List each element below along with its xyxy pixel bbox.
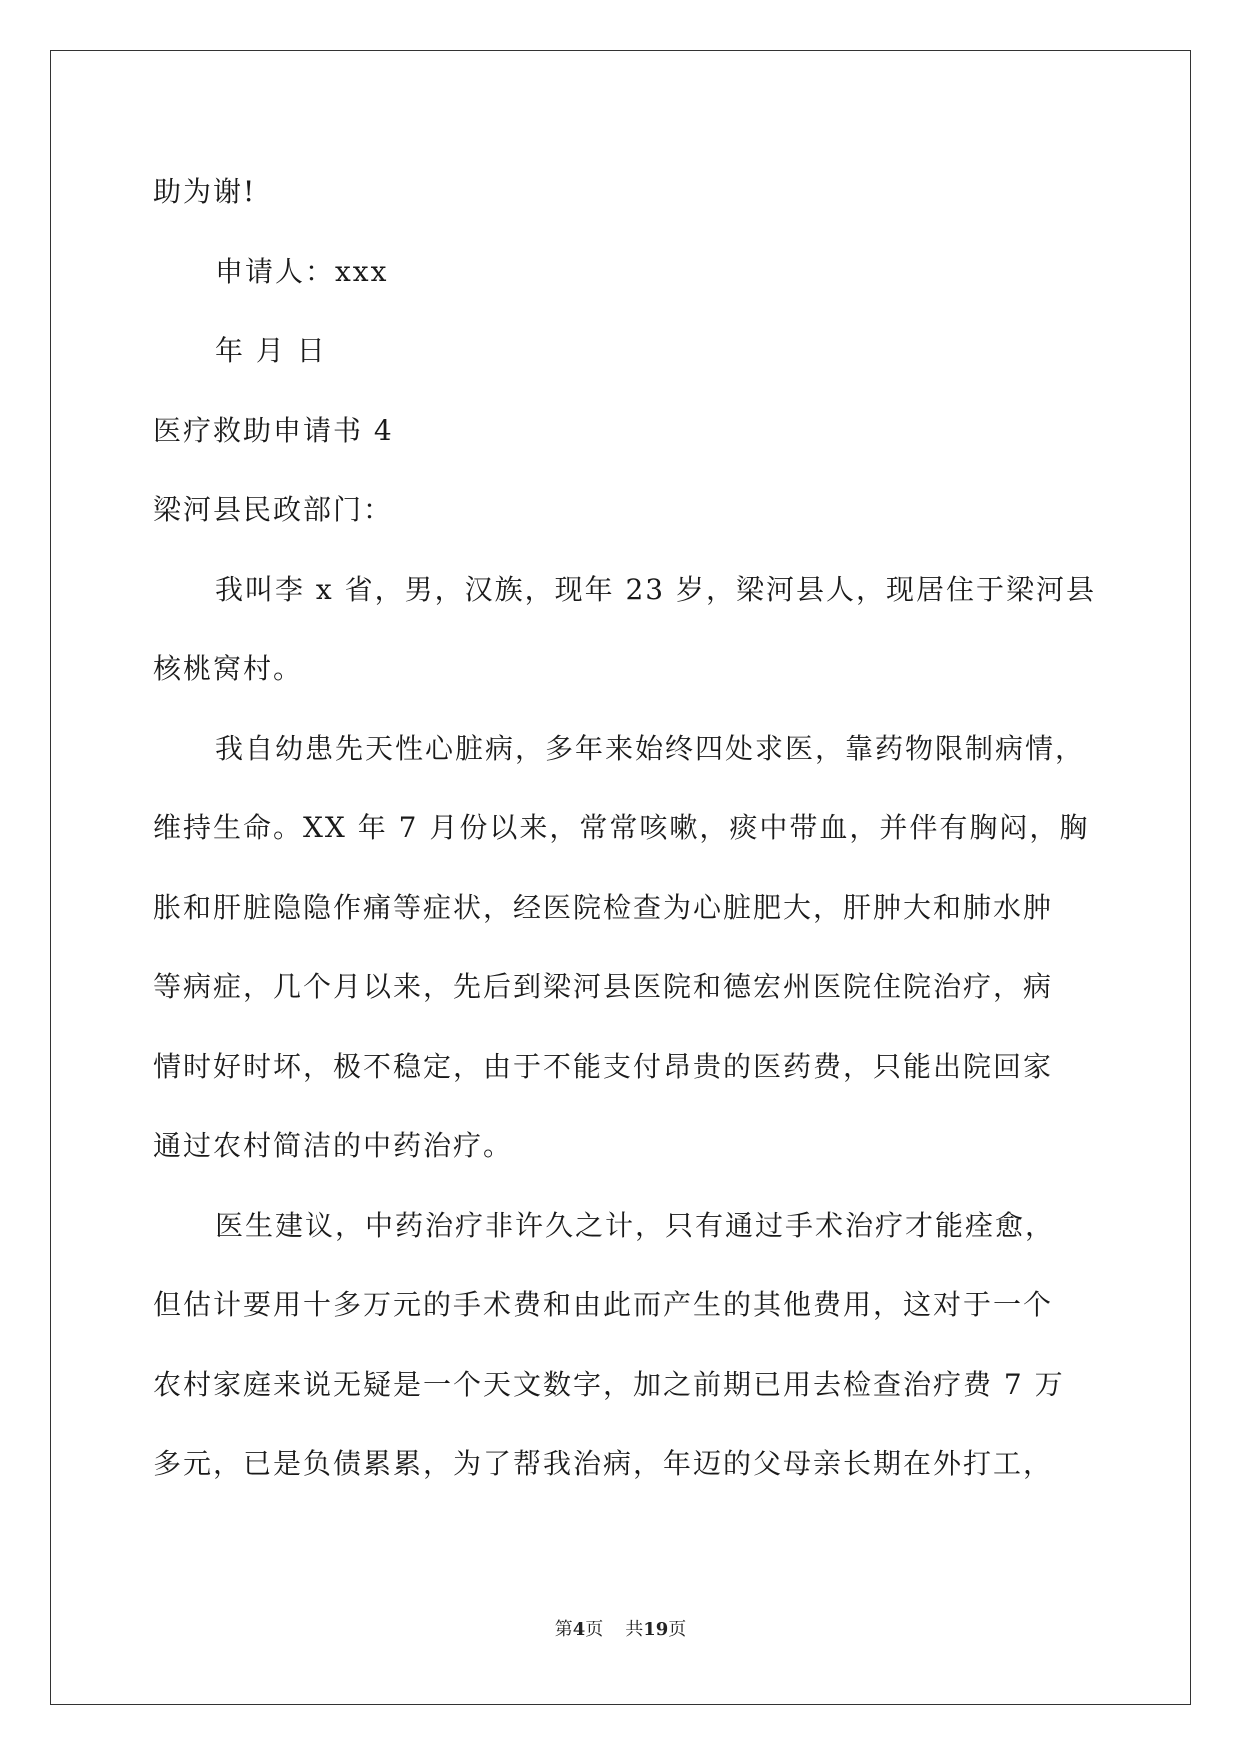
text-line: 胀和肝脏隐隐作痛等症状，经医院检查为心脏肥大，肝肿大和肺水肿 xyxy=(153,890,1054,924)
text-line: 核桃窝村。 xyxy=(153,652,304,685)
text-line: 申请人：xxx xyxy=(215,254,389,288)
document-body xyxy=(153,166,1097,1518)
text-line: 助为谢! xyxy=(153,175,257,208)
section-title: 医疗救助申请书 4 xyxy=(153,413,394,447)
text-line: 年 月 日 xyxy=(215,334,327,367)
text-line: 情时好时坏，极不稳定，由于不能支付昂贵的医药费，只能出院回家 xyxy=(153,1049,1054,1083)
footer-total-unit: 页 xyxy=(668,1619,687,1640)
page-footer xyxy=(0,1615,1241,1641)
text-line: 我自幼患先天性心脏病，多年来始终四处求医，靠药物限制病情， xyxy=(215,731,1086,765)
text-line: 农村家庭来说无疑是一个天文数字，加之前期已用去检查治疗费 7 万 xyxy=(153,1367,1065,1401)
text-line: 但估计要用十多万元的手术费和由此而产生的其他费用，这对于一个 xyxy=(153,1288,1054,1321)
text-line: 维持生命。XX 年 7 月份以来，常常咳嗽，痰中带血，并伴有胸闷，胸 xyxy=(153,811,1090,844)
text-line: 多元，已是负债累累，为了帮我治病，年迈的父母亲长期在外打工， xyxy=(153,1447,1054,1480)
footer-prefix: 第 xyxy=(554,1619,573,1640)
text-line: 通过农村简洁的中药治疗。 xyxy=(153,1129,514,1162)
current-page-number: 4 xyxy=(572,1619,586,1640)
text-line: 我叫李 x 省，男，汉族，现年 23 岁，梁河县人，现居住于梁河县 xyxy=(215,572,1097,606)
footer-page-unit: 页 xyxy=(585,1619,604,1640)
text-line: 等病症，几个月以来，先后到梁河县医院和德宏州医院住院治疗，病 xyxy=(153,970,1054,1003)
text-line: 医生建议，中药治疗非许久之计，只有通过手术治疗才能痊愈， xyxy=(215,1208,1056,1242)
total-page-number: 19 xyxy=(643,1619,669,1640)
footer-total-prefix: 共 xyxy=(625,1619,644,1640)
salutation: 梁河县民政部门： xyxy=(153,493,394,526)
